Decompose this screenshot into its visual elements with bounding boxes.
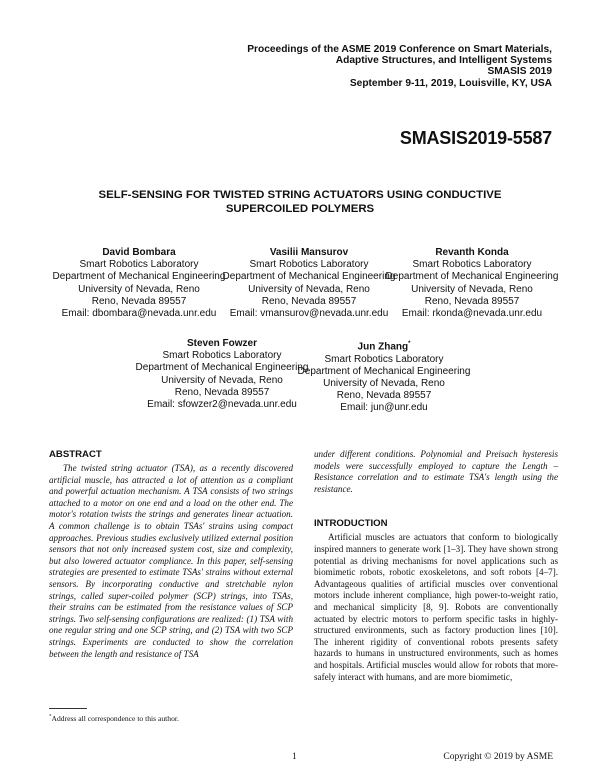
author-name: David Bombara	[102, 247, 176, 258]
copyright-notice: Copyright © 2019 by ASME	[443, 752, 553, 762]
introduction-heading: INTRODUCTION	[314, 518, 388, 530]
author-name	[296, 338, 472, 354]
author-dept: Department of Mechanical Engineering	[297, 365, 471, 377]
footnote	[49, 714, 179, 723]
author-lab: Smart Robotics Laboratory	[324, 353, 444, 365]
author-name: Revanth Konda	[435, 247, 509, 258]
author-univ: University of Nevada, Reno	[323, 377, 445, 389]
left-column	[49, 449, 293, 660]
page-number: 1	[292, 752, 297, 762]
title-line: SELF-SENSING FOR TWISTED STRING ACTUATORS USING CONDUCTIVE	[98, 189, 502, 201]
proceedings-line: Adaptive Structures, and Intelligent Systems	[335, 55, 552, 67]
author-city: Reno, Nevada 89557	[424, 295, 520, 307]
footnote-divider	[49, 708, 87, 709]
author-lab: Smart Robotics Laboratory	[249, 259, 369, 271]
author-email: Email: rkonda@nevada.unr.edu	[401, 308, 543, 320]
author-city: Reno, Nevada 89557	[336, 390, 432, 402]
author-name-text: Jun Zhang	[357, 341, 409, 353]
proceedings-header	[192, 44, 552, 89]
author-block	[51, 247, 227, 320]
author-univ: University of Nevada, Reno	[78, 283, 200, 295]
author-lab: Smart Robotics Laboratory	[412, 259, 532, 271]
footnote-text: Address all correspondence to this author.	[51, 714, 179, 723]
right-column	[314, 449, 558, 683]
author-dept: Department of Mechanical Engineering	[222, 271, 396, 283]
author-email: Email: jun@unr.edu	[340, 402, 428, 414]
author-dept: Department of Mechanical Engineering	[52, 271, 226, 283]
proceedings-line: SMASIS 2019	[487, 66, 552, 78]
proceedings-line: September 9-11, 2019, Louisville, KY, USA	[349, 77, 552, 89]
paper-title	[0, 188, 600, 217]
title-line: SUPERCOILED POLYMERS	[225, 203, 375, 216]
author-city: Reno, Nevada 89557	[91, 295, 187, 307]
proceedings-line: Proceedings of the ASME 2019 Conference on Smart Materials,	[247, 44, 552, 55]
author-univ: University of Nevada, Reno	[161, 374, 283, 386]
author-block	[296, 338, 472, 415]
footnote-mark: *	[49, 714, 52, 720]
author-city: Reno, Nevada 89557	[174, 386, 270, 398]
author-lab: Smart Robotics Laboratory	[162, 350, 282, 362]
author-block	[134, 338, 310, 411]
author-name: Vasilii Mansurov	[269, 247, 349, 258]
author-univ: University of Nevada, Reno	[248, 283, 370, 295]
author-email: Email: vmansurov@nevada.unr.edu	[229, 308, 389, 320]
author-city: Reno, Nevada 89557	[261, 295, 357, 307]
correspondence-mark: *	[408, 341, 411, 347]
author-dept: Department of Mechanical Engineering	[385, 271, 559, 283]
abstract-text: The twisted string actuator (TSA), as a recently discovered artificial muscle, has attracted a lot of attention as a compliant and powerful actuation mechanism. A TSA consists of two strings attached to a motor on one end and a load on the other end. The motor's rotation twists the strings and generates linear actuation. A common challenge is to obtain TSAs' strains using compact approaches. Previous studies exclusively utilized external position sensors that not only increased system cost, size and complexity, but also lowered actuator compliance. In this paper, self-sensing strategies are presented to estimate TSAs' strains without external sensors. By incorporating conductive and stretchable nylon strings, called super-coiled polymer (SCP) strings, into TSAs, their strains can be estimated from the resistance values of SCP strings. Two self-sensing configurations are realized: (1) TSA with one regular string and one SCP string, and (2) TSA with two SCP strings. Experiments are conducted to show the correlation between the length and resistance of TSA	[49, 463, 293, 659]
author-email: Email: dbombara@nevada.unr.edu	[61, 308, 217, 320]
paper-id: SMASIS2019-5587	[399, 128, 552, 148]
author-univ: University of Nevada, Reno	[411, 283, 533, 295]
author-name: Steven Fowzer	[186, 338, 258, 349]
author-block	[221, 247, 397, 320]
introduction-text: Artificial muscles are actuators that conform to biologically inspired manners to generate work [1–3]. They have shown strong potential as driving mechanisms for novel applications such as biomimetic robots, robotic exoskeletons, and soft robots [4–7]. Advantageous qualities of artificial muscles over conventional motors include inherent compliance, high power-to-weight ratio, and mechanical simplicity [8, 9]. Robots are conventionally actuated by electric motors to perform specific tasks in highly-structured environments, such as factory production lines [10]. The inherent rigidity of conventional robots presents safety hazards to humans in unstructured environments, such as homes and hospitals. Artificial muscles would allow for robots that more-safely interact with humans, and are more biomimetic,	[314, 532, 558, 682]
abstract-heading: ABSTRACT	[49, 449, 102, 460]
author-email: Email: sfowzer2@nevada.unr.edu	[147, 399, 297, 411]
abstract-continuation: under different conditions. Polynomial and Preisach hysteresis models were successfully employed to capture the Length – Resistance correlation and to estimate TSA's length using the resistance.	[314, 449, 558, 494]
author-dept: Department of Mechanical Engineering	[135, 362, 309, 374]
author-block	[384, 247, 560, 320]
author-lab: Smart Robotics Laboratory	[79, 259, 199, 271]
